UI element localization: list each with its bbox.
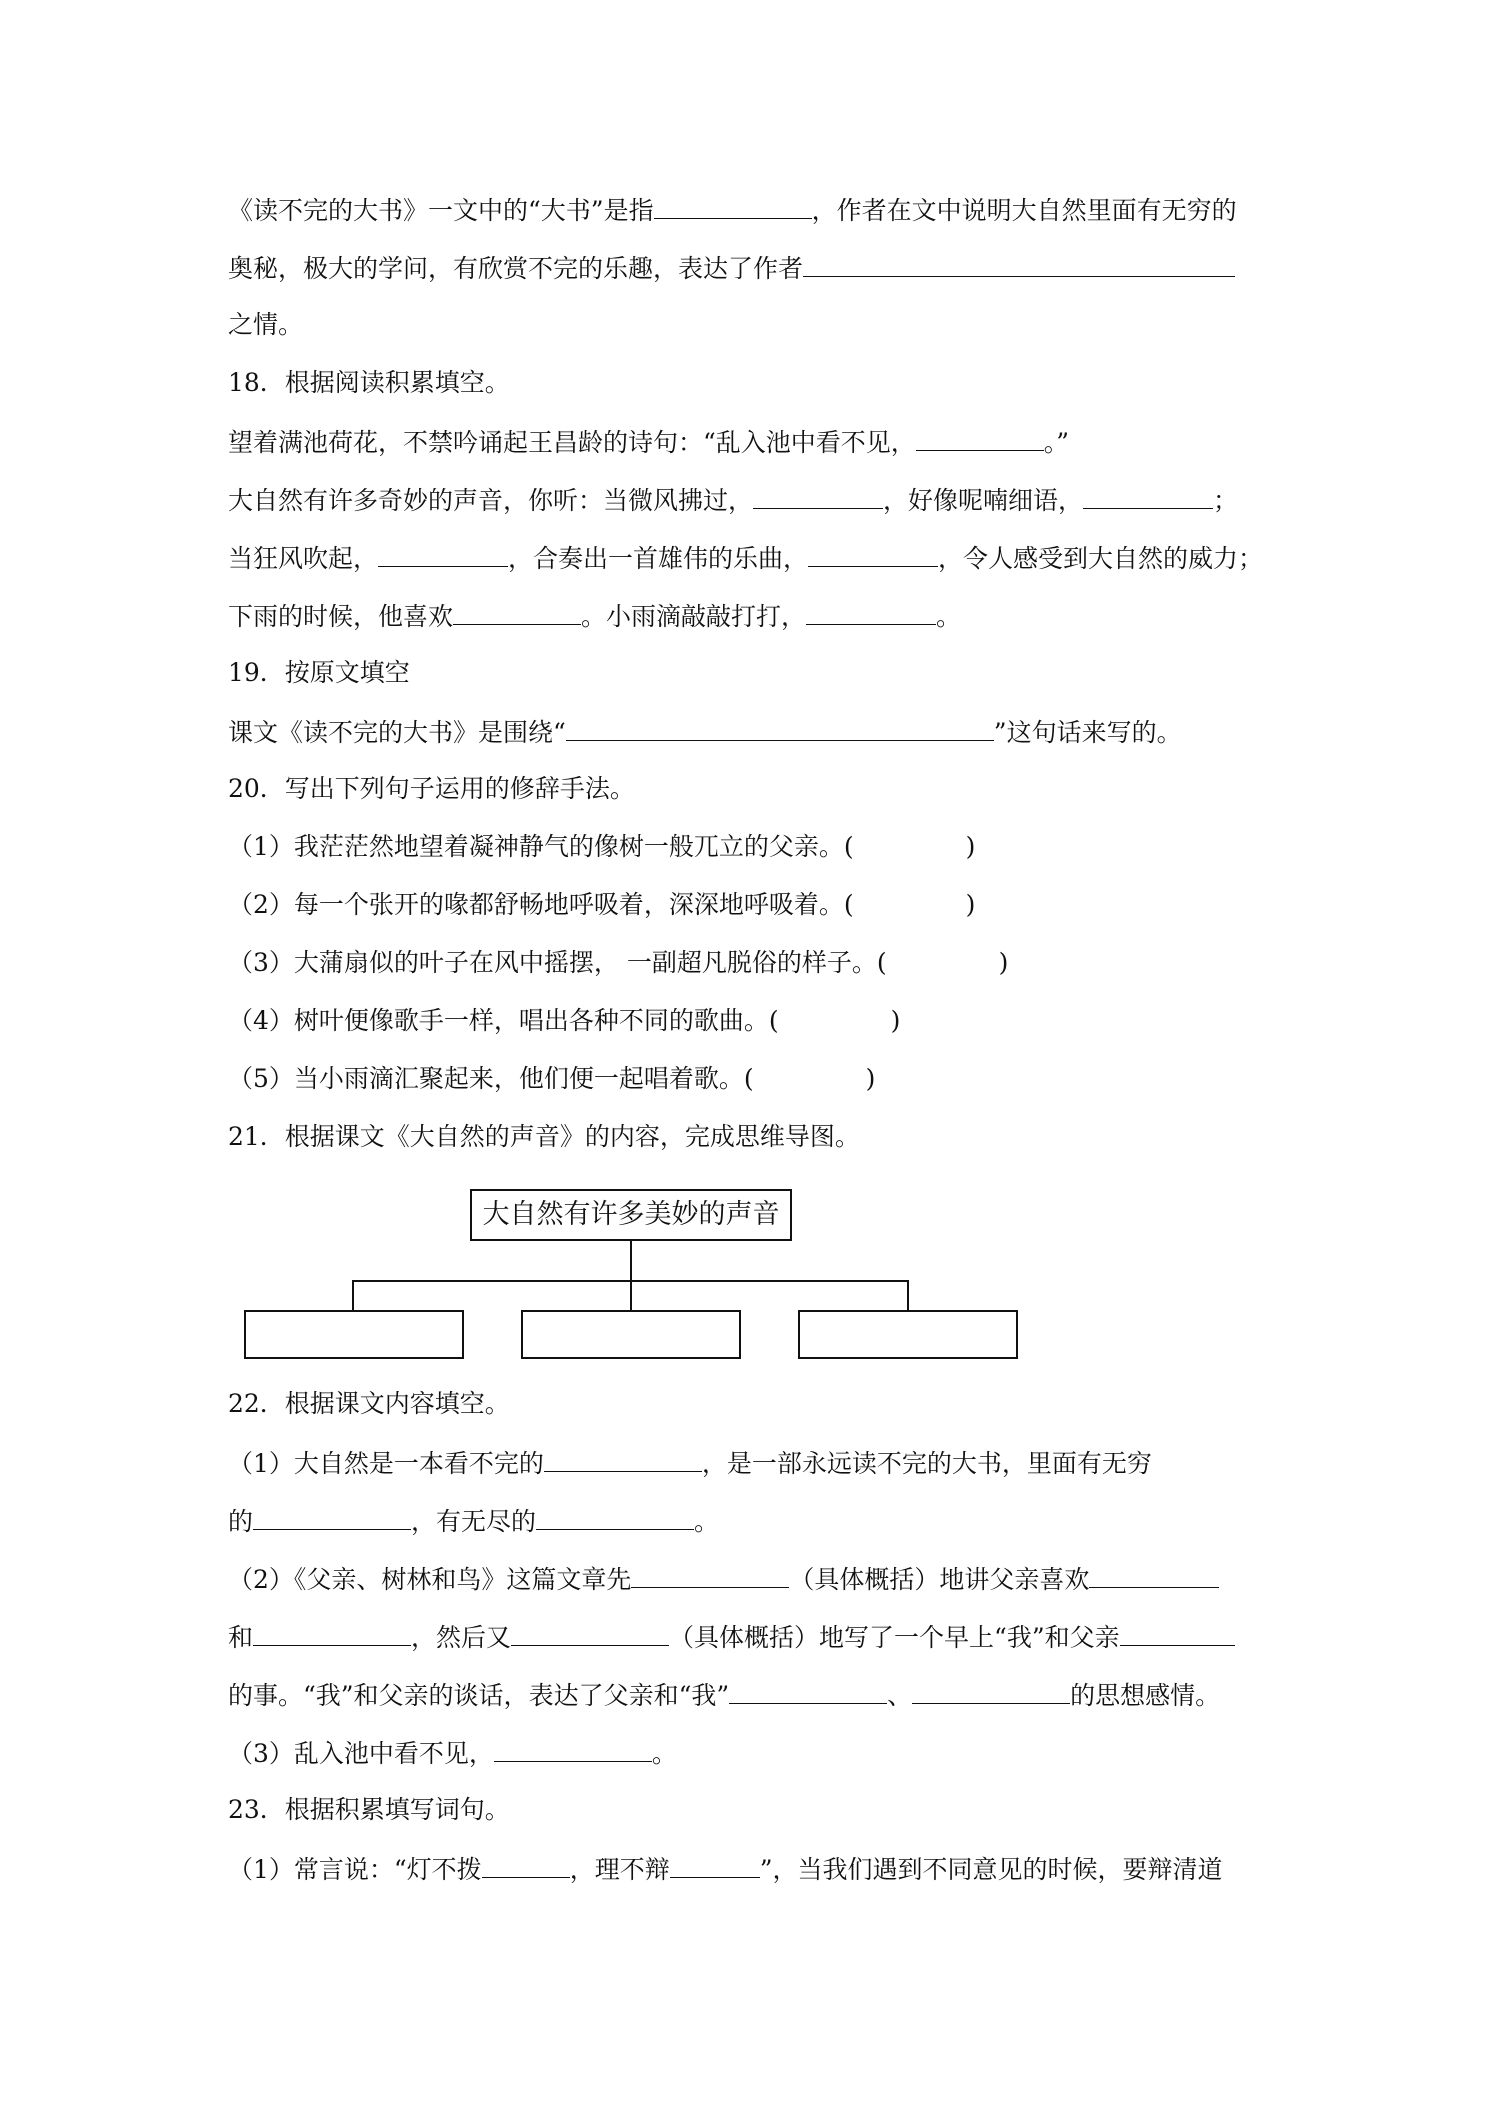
question-21-title xyxy=(228,1120,860,1154)
text: 、 xyxy=(887,1681,913,1710)
text: ”这句话来写的。 xyxy=(993,718,1182,747)
text: 大自然有许多奇妙的声音，你听：当微风拂过， xyxy=(228,486,754,515)
question-22-title xyxy=(228,1387,510,1421)
text: （2）每一个张开的喙都舒畅地呼吸着，深深地呼吸着。( xyxy=(228,890,854,919)
text: 和 xyxy=(228,1623,254,1652)
text: （3）大蒲扇似的叶子在风中摇摆， 一副超凡脱俗的样子。( xyxy=(228,948,887,977)
text: 21．根据课文《大自然的声音》的内容，完成思维导图。 xyxy=(228,1122,860,1151)
text-line xyxy=(228,888,975,922)
text: 当狂风吹起， xyxy=(228,544,379,573)
text: 课文《读不完的大书》是围绕“ xyxy=(228,718,566,747)
text: 的事。“我”和父亲的谈话，表达了父亲和“我” xyxy=(228,1681,730,1710)
text-line xyxy=(228,1445,1152,1481)
text: （2）《父亲、树林和鸟》这篇文章先 xyxy=(228,1565,632,1594)
answer-blank[interactable] xyxy=(536,1503,694,1530)
answer-blank[interactable] xyxy=(566,714,994,741)
question-23-title xyxy=(228,1793,510,1827)
text: ) xyxy=(890,1006,901,1035)
text-line xyxy=(228,250,1235,286)
text: 下雨的时候，他喜欢 xyxy=(228,602,454,631)
answer-blank[interactable] xyxy=(494,1735,652,1762)
text: 18．根据阅读积累填空。 xyxy=(228,368,510,397)
mindmap-connector xyxy=(352,1280,354,1311)
answer-blank[interactable] xyxy=(806,598,936,625)
text-line xyxy=(228,1619,1235,1655)
text-line xyxy=(228,1677,1220,1713)
text: （4）树叶便像歌手一样，唱出各种不同的歌曲。( xyxy=(228,1006,779,1035)
answer-blank[interactable] xyxy=(670,1851,760,1878)
text: 23．根据积累填写词句。 xyxy=(228,1795,510,1824)
text: （3）乱入池中看不见， xyxy=(228,1739,494,1768)
text-line xyxy=(228,192,1237,228)
answer-blank[interactable] xyxy=(253,1619,411,1646)
text-line xyxy=(228,308,303,342)
text: ) xyxy=(965,890,976,919)
text: （1）大自然是一本看不完的 xyxy=(228,1449,544,1478)
text-line xyxy=(228,946,1008,980)
answer-blank[interactable] xyxy=(482,1851,570,1878)
text: ，是一部永远读不完的大书，里面有无穷 xyxy=(701,1449,1152,1478)
text-line xyxy=(228,830,975,864)
text: （5）当小雨滴汇聚起来，他们便一起唱着歌。( xyxy=(228,1064,754,1093)
answer-blank[interactable] xyxy=(916,424,1044,451)
text: 。 xyxy=(694,1507,720,1536)
mindmap-connector xyxy=(630,1280,632,1311)
answer-blank[interactable] xyxy=(803,250,1235,277)
answer-blank[interactable] xyxy=(654,192,812,219)
answer-blank[interactable] xyxy=(631,1561,789,1588)
text-line xyxy=(228,1062,875,1096)
text: （具体概括）地写了一个早上“我”和父亲 xyxy=(669,1623,1120,1652)
text: 。” xyxy=(1043,428,1070,457)
text-line xyxy=(228,598,961,634)
text: （1）我茫茫然地望着凝神静气的像树一般兀立的父亲。( xyxy=(228,832,854,861)
answer-blank[interactable] xyxy=(808,540,938,567)
text: ，理不辩 xyxy=(569,1855,670,1884)
answer-blank[interactable] xyxy=(453,598,581,625)
mindmap-connector xyxy=(907,1280,909,1311)
text: ； xyxy=(1213,486,1239,515)
answer-blank[interactable] xyxy=(511,1619,669,1646)
text: （具体概括）地讲父亲喜欢 xyxy=(789,1565,1090,1594)
answer-blank[interactable] xyxy=(1089,1561,1219,1588)
question-19-title xyxy=(228,656,410,690)
text: 。小雨滴敲敲打打， xyxy=(581,602,807,631)
mindmap-answer-box[interactable] xyxy=(244,1310,464,1359)
mindmap-root-box: 大自然有许多美妙的声音 xyxy=(470,1189,792,1241)
text: 。 xyxy=(651,1739,677,1768)
mindmap-answer-box[interactable] xyxy=(798,1310,1018,1359)
text: ，合奏出一首雄伟的乐曲， xyxy=(508,544,809,573)
question-20-title xyxy=(228,772,635,806)
question-18-title xyxy=(228,366,510,400)
mindmap-connector xyxy=(630,1241,632,1281)
text: 的思想感情。 xyxy=(1070,1681,1221,1710)
text: ，然后又 xyxy=(411,1623,512,1652)
text-line xyxy=(228,1561,1219,1597)
text-line xyxy=(228,424,1069,460)
text-line xyxy=(228,1503,719,1539)
text: 。 xyxy=(936,602,962,631)
answer-blank[interactable] xyxy=(753,482,883,509)
text: ，作者在文中说明大自然里面有无穷的 xyxy=(811,196,1237,225)
text: 22．根据课文内容填空。 xyxy=(228,1389,510,1418)
text: ) xyxy=(998,948,1009,977)
text-line xyxy=(228,482,1238,518)
answer-blank[interactable] xyxy=(1083,482,1213,509)
answer-blank[interactable] xyxy=(1120,1619,1235,1646)
answer-blank[interactable] xyxy=(912,1677,1070,1704)
text: ”，当我们遇到不同意见的时候，要辩清道 xyxy=(759,1855,1223,1884)
text-line xyxy=(228,1735,677,1771)
text: ) xyxy=(865,1064,876,1093)
text-line xyxy=(228,1851,1223,1887)
mindmap-answer-box[interactable] xyxy=(521,1310,741,1359)
text: （1）常言说：“灯不拨 xyxy=(228,1855,482,1884)
text-line xyxy=(228,1004,900,1038)
text: 之情。 xyxy=(228,310,304,339)
text: 奥秘，极大的学问，有欣赏不完的乐趣，表达了作者 xyxy=(228,254,804,283)
text: 20．写出下列句子运用的修辞手法。 xyxy=(228,774,635,803)
text: ，令人感受到大自然的威力； xyxy=(938,544,1264,573)
answer-blank[interactable] xyxy=(544,1445,702,1472)
answer-blank[interactable] xyxy=(253,1503,411,1530)
text: 的 xyxy=(228,1507,254,1536)
text: 19．按原文填空 xyxy=(228,658,410,687)
text: ，好像呢喃细语， xyxy=(883,486,1084,515)
text: ) xyxy=(965,832,976,861)
text: ，有无尽的 xyxy=(411,1507,537,1536)
answer-blank[interactable] xyxy=(378,540,508,567)
text-line xyxy=(228,540,1263,576)
text-line xyxy=(228,714,1182,750)
text: 《读不完的大书》一文中的“大书”是指 xyxy=(228,196,654,225)
answer-blank[interactable] xyxy=(729,1677,887,1704)
text: 望着满池荷花，不禁吟诵起王昌龄的诗句：“乱入池中看不见， xyxy=(228,428,916,457)
